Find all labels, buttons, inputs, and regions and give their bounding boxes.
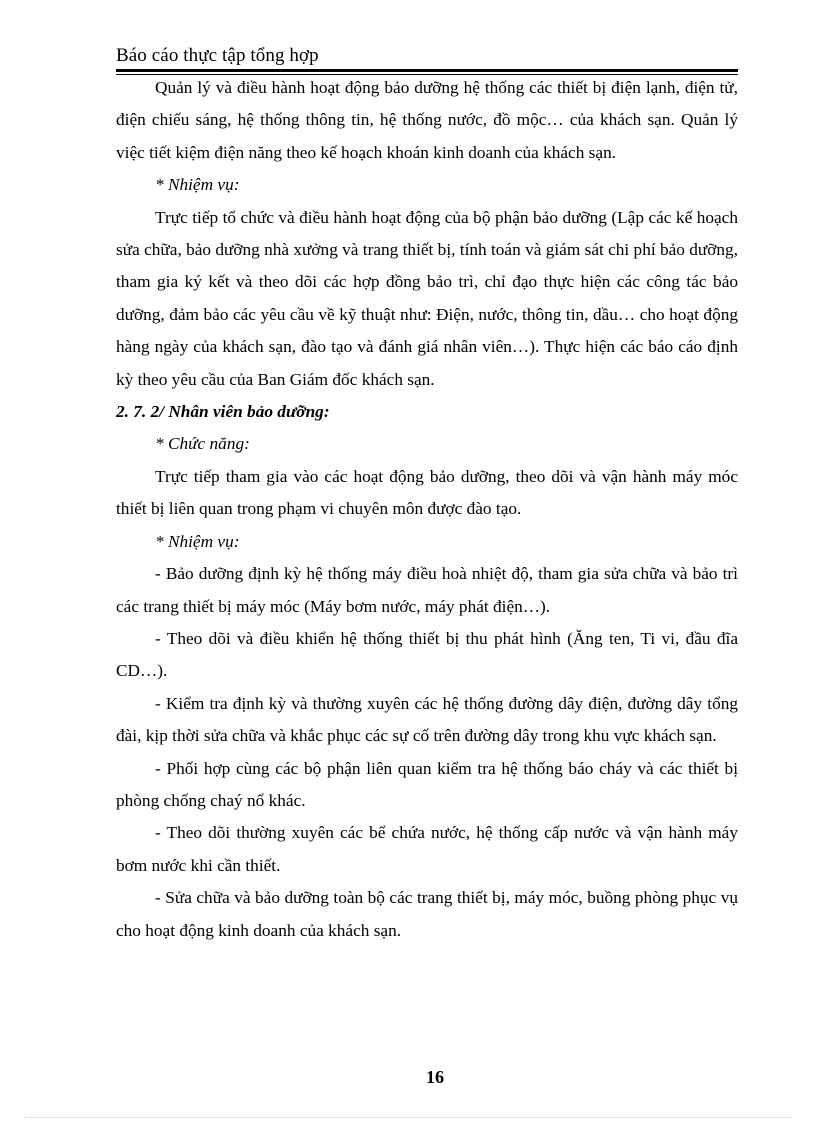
label-duties-staff: * Nhiệm vụ: xyxy=(155,531,240,551)
duty-item: - Bảo dưỡng định kỳ hệ thống máy điều hoà nhiệt độ, tham gia sửa chữa và bảo trì các trang thiết bị máy móc (Máy bơm nước, máy phát điện…). xyxy=(116,564,738,616)
duty-item: - Theo dõi thường xuyên các bể chứa nước, hệ thống cấp nước và vận hành máy bơm nước khi cần thiết. xyxy=(116,823,738,875)
paragraph-management: Quản lý và điều hành hoạt động bảo dưỡng hệ thống các thiết bị điện lạnh, điện tử, điện chiếu sáng, hệ thống thông tin, hệ thống nước, đồ mộc… của khách sạn. Quản lý việc tiết kiệm điện năng theo kế hoạch khoán kinh doanh của khách sạn. xyxy=(116,78,738,162)
page-number: 16 xyxy=(426,1067,444,1087)
document-body xyxy=(116,72,738,947)
duty-item: - Sửa chữa và bảo dưỡng toàn bộ các trang thiết bị, máy móc, buồng phòng phục vụ cho hoạt động kinh doanh của khách sạn. xyxy=(116,888,738,940)
page-header xyxy=(116,44,738,68)
footer-divider xyxy=(24,1117,792,1118)
paragraph-duties-manager: Trực tiếp tổ chức và điều hành hoạt động của bộ phận bảo dưỡng (Lập các kế hoạch sửa chữa, bảo dưỡng nhà xưởng và trang thiết bị, tính toán và giám sát chi phí bảo dưỡng, tham gia ký kết và theo dõi các hợp đồng bảo trì, chỉ đạo thực hiện các công tác bảo dưỡng, đảm bảo các yêu cầu về kỹ thuật như: Điện, nước, thông tin, dầu… cho hoạt động hàng ngày của khách sạn, đào tạo và đánh giá nhân viên…). Thực hiện các báo cáo định kỳ theo yêu cầu của Ban Giám đốc khách sạn. xyxy=(116,207,738,389)
paragraph-function-staff: Trực tiếp tham gia vào các hoạt động bảo dưỡng, theo dõi và vận hành máy móc thiết bị liên quan trong phạm vi chuyên môn được đào tạo. xyxy=(116,466,738,519)
section-heading: 2. 7. 2/ Nhân viên bảo dưỡng: xyxy=(116,402,330,422)
label-function: * Chức năng: xyxy=(155,434,250,454)
label-duties: * Nhiệm vụ: xyxy=(155,175,240,195)
duty-item: - Kiểm tra định kỳ và thường xuyên các hệ thống đường dây điện, đường dây tổng đài, kịp thời sửa chữa và khắc phục các sự cố trên đường dây trong khu vực khách sạn. xyxy=(116,693,738,746)
duty-item: - Phối hợp cùng các bộ phận liên quan kiểm tra hệ thống báo cháy và các thiết bị phòng chống chaý nổ khác. xyxy=(116,758,738,810)
header-title: Báo cáo thực tập tổng hợp xyxy=(116,45,319,66)
duty-item: - Theo dõi và điều khiển hệ thống thiết bị thu phát hình (Ăng ten, Ti vi, đầu đĩa CD…). xyxy=(116,628,738,681)
